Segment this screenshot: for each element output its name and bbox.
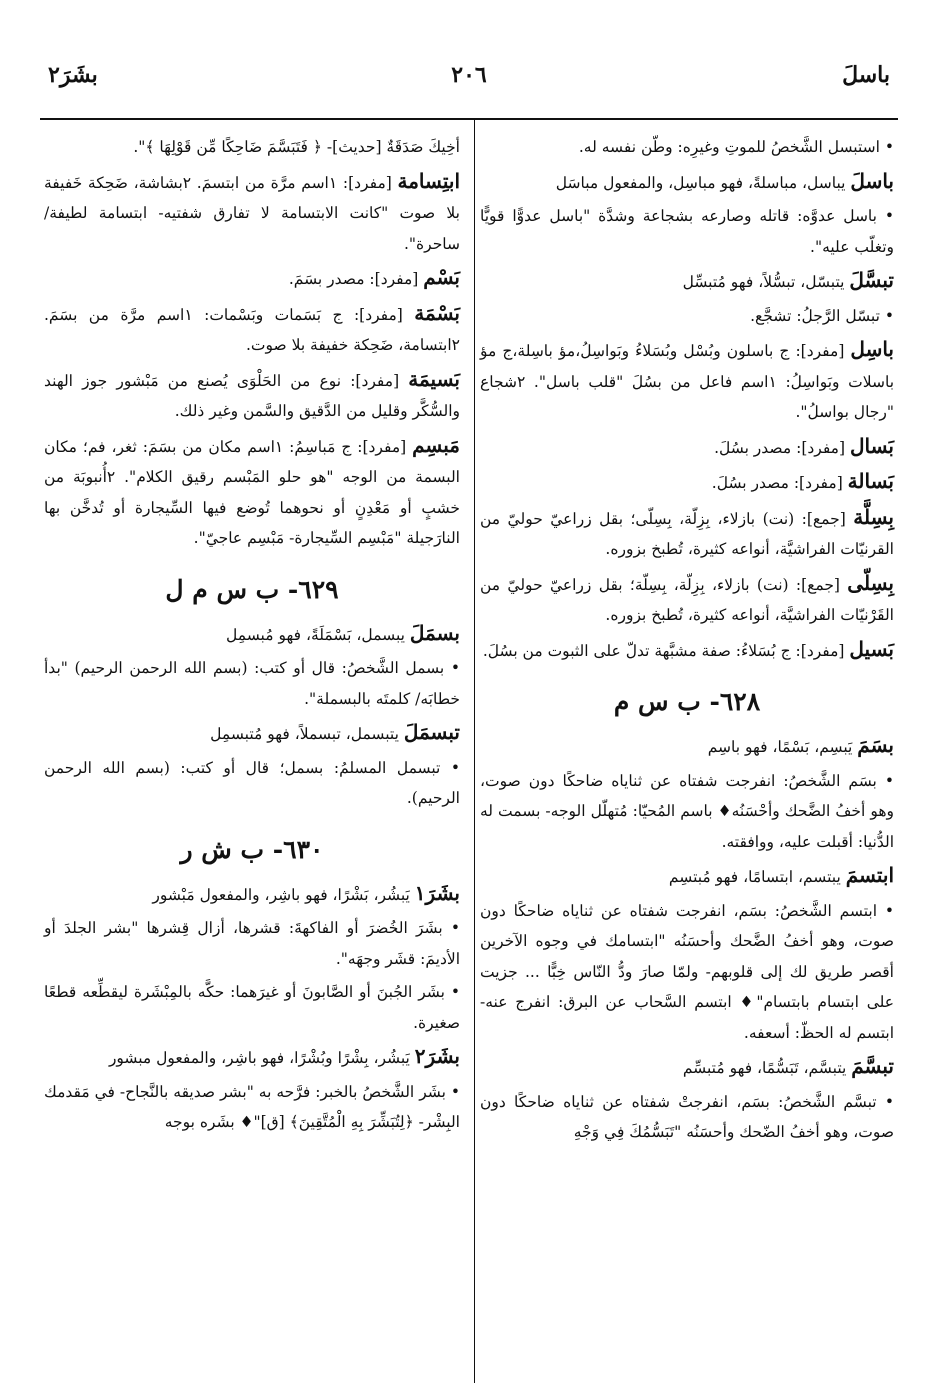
entry-text: [مفرد]: مصدر بسُلَ.: [714, 438, 850, 457]
headword: باسِل: [850, 337, 894, 361]
dictionary-entry: [480, 860, 894, 893]
entry-text: • تبسَّم الشَّخصُ: بسَم، انفرجتْ شفتاه عن ثناياه ضاحكًا دون صوت، وهو أخفُ الضّحك وأحسَنُه "تَبَسُّمُكَ فِي وَجْهِ: [480, 1092, 894, 1141]
entry-text: [مفرد]: ج بَسَمات وبَسْمات: ١اسم مرَّة من بسَمَ. ٢ابتسامة، ضَحِكة خفيفة بلا صوت.: [44, 305, 460, 354]
dictionary-entry: [480, 1051, 894, 1084]
headword: تبسَّلَ: [849, 268, 894, 292]
headword: بَسيل: [849, 636, 894, 661]
entry-text: • بسَم الشَّخصُ: انفرجت شفتاه عن ثناياه ضاحكًا دون صوت، وهو أخفُ الضَّحك وأحْسَنُه♦ باسم المُحيّا: مُتهلّل الوجه- بسمت له الدُّنيا: أقبلت عليه، ووافقته.: [480, 771, 894, 851]
dictionary-entry: [44, 364, 460, 427]
headword: بَسْمَة: [414, 300, 460, 325]
entry-text: • باسل عدوَّه: قاتله وصارعه بشجاعة وشدَّة "باسل عدوًّا قويًّا وتغلّب عليه".: [480, 207, 894, 256]
headword: ابتِسامة: [397, 168, 460, 193]
header-divider: [40, 118, 898, 120]
headword: بشَرَ٢: [414, 1044, 460, 1068]
dictionary-entry: [44, 913, 460, 974]
entry-text: يباسل، مباسلةً، فهو مباسِل، والمفعول مباسَل: [555, 173, 851, 192]
entry-text: • بشَر الشَّخصُ بالخبر: فرَّحه به "بشر صديقه بالنَّجاح- في مَقدمك البِشْر- ﴿لِتُبَشِّرَ بِهِ الْمُتَّقِينَ﴾ [ق]"♦ بشَره بوجه: [44, 1082, 460, 1131]
dictionary-entry: [44, 132, 460, 163]
entry-text: يَبشُر، بَشْرًا، فهو باشِر، والمفعول مَبْشور: [152, 885, 415, 904]
headword: بَسْم: [423, 265, 460, 289]
entry-text: [مفرد]: مصدر بسَمَ.: [288, 270, 424, 288]
dictionary-entry: [480, 265, 894, 298]
entry-text: [مفرد]: ١اسم مرَّة من ابتسمَ. ٢بشاشة، ضَحِكة خَفيفة بلا صوت "كانت الابتسامة لا تفارق شفتيه- ابتسامة لطيفة/ ساحرة".: [44, 173, 460, 253]
page-header: [40, 62, 898, 102]
entry-text: • استبسل الشَّخصُ للموتِ وغيرِه: وطّن نفسه له.: [578, 138, 894, 156]
section-heading: ٦٢٩- ب س م ل: [165, 574, 339, 604]
headword: بِسِلّى: [847, 570, 894, 595]
dictionary-entry: [480, 466, 894, 499]
dictionary-entry: [44, 298, 460, 361]
headword: بَسالة: [847, 469, 894, 493]
entry-text: • بسمل الشَّخصُ: قال أو كتب: (بسم الله الرحمن الرحيم) "بدأ خطابَه/ كلمتَه بالبسملة".: [44, 659, 460, 708]
dictionary-entry: [480, 301, 894, 332]
entry-text: يَبسِم، بَسْمًا، فهو باسِم: [707, 738, 858, 756]
dictionary-entry: [44, 1077, 460, 1138]
header-left-word: بشَرَ٢: [48, 62, 98, 88]
dictionary-entry: [44, 878, 460, 911]
header-right-word: باسلَ: [842, 62, 890, 88]
entry-text: يبتسم، ابتسامًا، فهو مُبتسِم: [668, 868, 846, 886]
headword: بِسِلَّة: [853, 504, 894, 529]
dictionary-entry: [480, 568, 894, 631]
entry-text: [مفرد]: مصدر بسُلَ.: [711, 474, 848, 492]
entry-text: [جمع]: (نت) بازلاء، بِزِلّة، بِسِلّى؛ بقل زراعيّ حوليّ من القرنيّات الفراشيَّة، أنواعه كثيرة، تُطبخ بزوره.: [480, 509, 894, 558]
dictionary-entry: [480, 334, 894, 428]
headword: باسلَ: [850, 168, 894, 193]
dictionary-entry: [480, 431, 894, 464]
dictionary-entry: [44, 618, 460, 651]
entry-text: [مفرد]: نوع من الحَلْوَى يُصنع من مَبْشور جوز الهند والسُّكَّر وقليل من الدَّقيق والسَّمن وغير ذلك.: [44, 371, 460, 420]
dictionary-entry: [480, 201, 894, 262]
headword: بسَمَ: [857, 733, 894, 757]
page-number: ٢٠٦: [451, 62, 487, 88]
section-heading: ٦٣٠- ب ش ر: [180, 834, 324, 864]
headword: بسمَلَ: [409, 620, 460, 645]
entry-text: [جمع]: (نت) بازلاء، بِزِلّة، بِسِلّة؛ بقل زراعيّ حوليّ من القَرْنيّات الفراشيَّة، أنواعه كثيرة، تُطبخ بزوره.: [480, 575, 894, 624]
dictionary-entry: [480, 1087, 894, 1148]
headword: ابتسمَ: [845, 863, 894, 887]
column-divider: [474, 120, 475, 1383]
entry-text: [مفرد]: ج مَباسِمُ: ١اسم مكان من بسَمَ: ثغر، فم؛ مكان البسمة من الوجه "هو حلو المَبْسم رقيق الكلام". ٢أُنبوبَة من خشبٍ أو مَعْدِنٍ أو نحوهما تُوضع فيها السِّيجارة أو تُدخَّن بها النارَجيلة "مَبْسِم السِّيجارة- مَبْسِم عاجيّ".: [44, 437, 460, 547]
entry-text: • تبسّل الرَّجلُ: تشجَّع.: [750, 306, 894, 325]
entry-text: • تبسمل المسلمُ: بسمل؛ قال أو كتب: (بسم الله الرحمن الرحيم).: [44, 758, 460, 807]
entry-text: أخِيكَ صَدَقَةٌ [حديث]- ﴿ فَتَبَسَّمَ ضَاحِكًا مِّن قَوْلِهَا ﴾".: [133, 138, 460, 156]
entry-text: [مفرد]: ج بُسَلاءُ: صفة مشبَّهة تدلّ على الثبوت من بسُلَ.: [482, 641, 850, 660]
entry-text: يَبشُر، بِشْرًا وبُشْرًا، فهو باشِر، والمفعول مبشور: [108, 1049, 415, 1067]
headword: بَسيمَة: [408, 366, 460, 391]
entry-text: [مفرد]: ج باسلون وبُسْل وبُسَلاءُ وبَواسِلُ،مؤ باسِلة،ج مؤ باسلات وبَواسِلُ: ١اسم فاعل من بسُلَ "قلب باسل". ٢شجاع "رجال بواسلُ".: [480, 342, 895, 421]
dictionary-entry: [480, 132, 894, 163]
headword: مَبسِم: [412, 432, 461, 457]
entry-text: • بشَرَ الخُضرَ أو الفاكهةَ: قشرها، أزال قِشرها "بشر الجلدَ أو الأديمَ: قشَر وجهَه".: [44, 919, 460, 968]
dictionary-entry: [480, 766, 894, 858]
dictionary-entry: [480, 166, 894, 199]
entry-text: • بشَر الجُبنَ أو الصَّابونَ أو غيرَهما: حكَّه بالمِبْشَرة ليقطِّعه قطعًا صغيرة.: [44, 983, 460, 1032]
dictionary-entry: [480, 730, 894, 763]
entry-text: يتبسمل، تبسملاً، فهو مُتبسمِل: [210, 725, 404, 743]
entry-text: • ابتسم الشَّخصُ: بسَم، انفرجت شفتاه عن ثناياه ضاحكًا دون صوت، وهو أخفُ الضَّحك وأحسَنُه "ابتسامك في وجوه الآخرين أقصر طريق لك إلى قلوبهم- ولمّا صارَ ودُّ النّاس خِبًّا ... جزيت على ابتسام بابتسام"♦ ابتسم السَّحاب عن البرق: انفرج عنه- ابتسم له الحظّ: أسعفه.: [480, 901, 894, 1042]
dictionary-entry: [44, 977, 460, 1038]
headword: بَسال: [849, 433, 894, 458]
dictionary-entry: [44, 753, 460, 814]
entry-text: يبسمل، بَسْمَلَةً، فهو مُبسمِل: [226, 625, 410, 644]
dictionary-entry: [44, 653, 460, 714]
headword: تبسمَلَ: [403, 720, 460, 744]
dictionary-entry: [480, 896, 894, 1049]
dictionary-entry: [44, 262, 460, 295]
dictionary-entry: [44, 1041, 460, 1074]
section-heading: ٦٢٨- ب س م: [613, 687, 761, 716]
left-column: [44, 132, 460, 1141]
dictionary-entry: [44, 166, 460, 260]
dictionary-entry: [480, 502, 894, 565]
headword: تبسَّمَ: [851, 1054, 894, 1078]
entry-text: يتبسَّم، تَبَسُّمًا، فهو مُتبسِّم: [682, 1059, 852, 1077]
right-column: [480, 132, 894, 1151]
dictionary-entry: [480, 634, 894, 667]
entry-text: يتبسّل، تبسُّلاً، فهو مُتبسِّل: [682, 273, 850, 291]
dictionary-entry: [44, 430, 460, 554]
dictionary-entry: [44, 717, 460, 750]
headword: بشَرَ١: [414, 880, 460, 905]
